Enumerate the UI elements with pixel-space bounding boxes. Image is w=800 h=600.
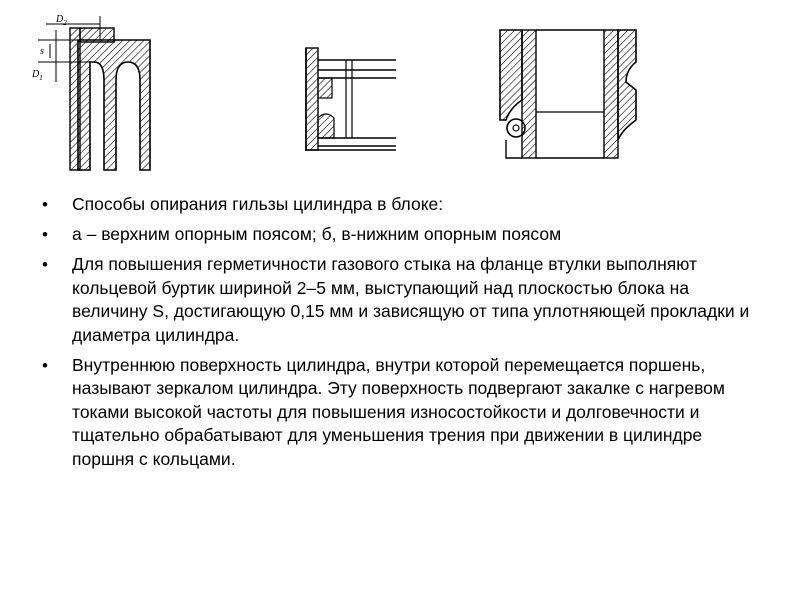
bullet-list	[40, 193, 760, 478]
bullet-marker: •	[42, 195, 48, 214]
figures-area	[0, 0, 800, 190]
list-item	[40, 223, 760, 247]
list-item-text: Способы опирания гильзы цилиндра в блоке:	[72, 194, 444, 214]
list-item-text: Для повышения герметичности газового стыка на фланце втулки выполняют кольцевой буртик шириной 2–5 мм, выступающий над плоскостью блока на величину S, достигающую 0,15 мм и зависящую от типа уплотняющей прокладки и диаметра цилиндра.	[72, 254, 750, 345]
list-item-text: Внутреннюю поверхность цилиндра, внутри которой перемещается поршень, называют зеркалом цилиндра. Эту поверхность подвергают закалке с нагревом токами высокой частоты для повышения износостойкости и долговечности и тщательно обрабатывают для уменьшения трения при движении в цилиндре поршня с кольцами.	[72, 354, 725, 469]
figure-b-lower-support	[306, 48, 396, 150]
label-s: s	[40, 46, 44, 57]
label-d1: $D_1$	[32, 69, 43, 82]
list-item	[40, 253, 760, 347]
list-item	[40, 354, 760, 472]
label-d2: $D_2$	[56, 14, 67, 27]
bullet-marker: •	[42, 225, 48, 244]
bullet-marker: •	[42, 355, 48, 375]
figure-a-upper-support	[31, 14, 150, 170]
bullet-marker: •	[42, 255, 48, 274]
figure-c-lower-support-ring	[500, 30, 636, 158]
list-item	[40, 193, 760, 217]
list-item-text: а – верхним опорным поясом; б, в-нижним опорным поясом	[72, 224, 562, 244]
